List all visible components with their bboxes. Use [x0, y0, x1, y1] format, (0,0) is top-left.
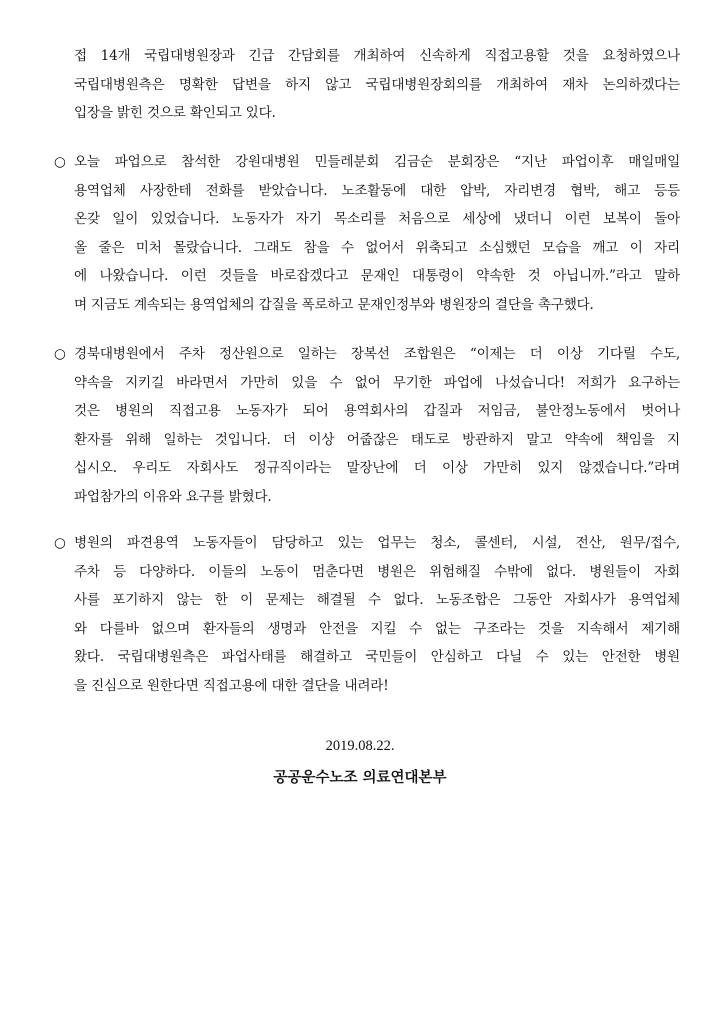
text-line: 사를 포기하지 않는 한 이 문제는 해결될 수 없다. 노동조합은 그동안 자회사가 용역업체 [74, 592, 680, 608]
text-line: 경북대병원에서 주차 정산원으로 일하는 장복선 조합원은 “이제는 더 이상 기다릴 수도, [74, 346, 680, 362]
text-line: 와 다를바 없으며 환자들의 생명과 안전을 지킬 수 없는 구조라는 것을 지속해서 제기해 [74, 620, 680, 637]
text-line: 용역업체 사장한테 전화를 받았습니다. 노조활동에 대한 압박, 자리변경 협박, 해고 등등 [74, 182, 680, 199]
text-line: 병원의 파견용역 노동자들이 담당하고 있는 업무는 청소, 콜센터, 시설, 전산, 원무/접수, [74, 535, 680, 551]
text-line: 접 14개 국립대병원장과 긴급 간담회를 개최하여 신속하게 직접고용할 것을 요청하였으나 [74, 48, 680, 64]
text-line: 국립대병원측은 명확한 답변을 하지 않고 국립대병원장회의를 개최하여 재차 논의하겠다는 [74, 76, 680, 93]
text-line: 온갖 일이 있었습니다. 노동자가 자기 목소리를 처음으로 세상에 냈더니 이런 보복이 돌아 [74, 211, 680, 227]
text-line: 입장을 밝힌 것으로 확인되고 있다. [74, 105, 276, 121]
circle-bullet-icon: ○ [54, 346, 66, 362]
release-date: 2019.08.22. [325, 738, 395, 754]
text-line: 환자를 위해 일하는 것입니다. 더 이상 어줍잖은 태도로 방관하지 말고 약속에 책임을 지 [74, 431, 680, 448]
paragraph-body [74, 529, 680, 700]
text-line: 에 나왔습니다. 이런 것들을 바로잡겠다고 문재인 대통령이 약속한 것 아닙니까.”라고 말하 [74, 268, 680, 284]
text-line: 십시오. 우리도 자회사도 정규직이라는 말장난에 더 이상 가만히 있지 않겠습니다.”라며 [74, 460, 680, 476]
intro-paragraph-continuation [74, 42, 680, 128]
text-line: 약속을 지키길 바라면서 가만히 있을 수 없어 무기한 파업에 나섰습니다! 저희가 요구하는 [74, 374, 680, 391]
text-line: 오늘 파업으로 참석한 강원대병원 민들레분회 김금순 분회장은 “지난 파업이후 매일매일 [74, 154, 680, 170]
text-line: 을 진심으로 원한다면 직접고용에 대한 결단을 내려라! [74, 677, 389, 694]
text-line: 주차 등 다양하다. 이들의 노동이 멈춘다면 병원은 위험해질 수밖에 없다. 병원들이 자회 [74, 563, 680, 580]
circle-bullet-icon: ○ [54, 535, 66, 551]
text-line: 왔다. 국립대병원측은 파업사태를 해결하고 국민들이 안심하고 다닐 수 있는 안전한 병원 [74, 649, 680, 665]
circle-bullet-icon: ○ [54, 154, 66, 170]
text-line: 것은 병원의 직접고용 노동자가 되어 용역회사의 갑질과 저임금, 불안정노동에서 벗어나 [74, 403, 680, 419]
text-line: 올 줄은 미처 몰랐습니다. 그래도 참을 수 없어서 위축되고 소심했던 모습을 깨고 이 자리 [74, 239, 680, 256]
paragraph-body [74, 340, 680, 511]
paragraph-body [74, 148, 680, 319]
text-line: 파업참가의 이유와 요구를 밝혔다. [74, 488, 272, 505]
text-line: 며 지금도 계속되는 용역업체의 갑질을 폭로하고 문재인정부와 병원장의 결단을 촉구했다. [74, 296, 594, 313]
organization-signature: 공공운수노조 의료연대본부 [273, 769, 447, 786]
